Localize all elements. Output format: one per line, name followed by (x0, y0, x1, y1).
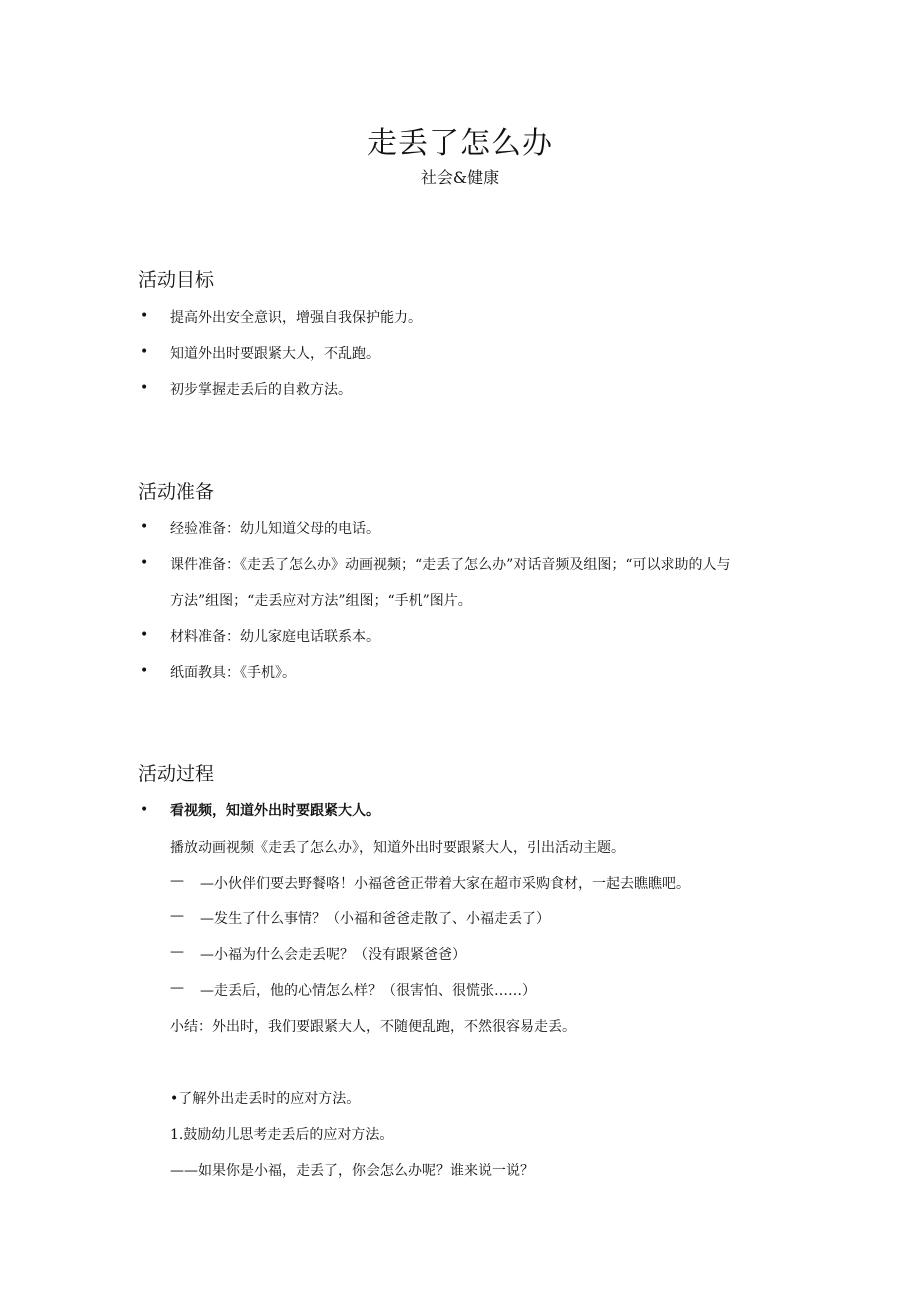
bullet-icon: • (140, 519, 149, 535)
step1-title: 看视频，知道外出时要跟紧大人。 (170, 803, 380, 819)
dialog-line: —小伙伴们要去野餐咯！小福爸爸正带着大家在超市采购食材，一起去瞧瞧吧。 (200, 876, 690, 892)
step1-intro: 播放动画视频《走丢了怎么办》，知道外出时要跟紧大人，引出活动主题。 (170, 840, 625, 856)
dash-icon: — (170, 908, 184, 924)
dash-icon: — (170, 980, 184, 996)
dialog-line: —小福为什么会走丢呢？（没有跟紧爸爸） (200, 947, 466, 963)
prep-item-continued: 方法”组图；“走丢应对方法”组图；“手机”图片。 (170, 593, 472, 609)
step2-subtitle: 1.鼓励幼儿思考走丢后的应对方法。 (170, 1127, 394, 1143)
bullet-icon: • (140, 627, 149, 643)
dialog-line: —发生了什么事情？（小福和爸爸走散了、小福走丢了） (200, 911, 550, 927)
dash-icon: — (170, 873, 184, 889)
bullet-icon: • (140, 802, 149, 818)
bullet-icon: • (140, 555, 149, 571)
summary: 小结：外出时，我们要跟紧大人，不随便乱跑，不然很容易走丢。 (170, 1019, 576, 1035)
step2-title: •了解外出走丢时的应对方法。 (170, 1091, 361, 1107)
bullet-icon: • (140, 380, 149, 396)
dialog-line: —走丢后，他的心情怎么样？（很害怕、很慌张……） (200, 983, 536, 999)
bullet-icon: • (140, 344, 149, 360)
goal-item: 知道外出时要跟紧大人，不乱跑。 (170, 346, 380, 362)
prep-item: 纸面教具：《手机》。 (170, 665, 296, 681)
dash-icon: — (170, 944, 184, 960)
goal-item: 提高外出安全意识，增强自我保护能力。 (170, 310, 422, 326)
section-heading-prep: 活动准备 (138, 481, 215, 503)
prep-item: 课件准备：《走丢了怎么办》动画视频；“走丢了怎么办”对话音频及组图；“可以求助的人与 (170, 557, 731, 573)
prep-item: 经验准备：幼儿知道父母的电话。 (170, 521, 380, 537)
bullet-icon: • (140, 663, 149, 679)
bullet-icon: • (140, 308, 149, 324)
prep-item: 材料准备：幼儿家庭电话联系本。 (170, 629, 380, 645)
section-heading-process: 活动过程 (138, 763, 215, 785)
section-heading-goals: 活动目标 (138, 269, 215, 291)
step2-question: ——如果你是小福，走丢了，你会怎么办呢？谁来说一说？ (170, 1163, 534, 1179)
document-subtitle: 社会&健康 (420, 168, 500, 187)
goal-item: 初步掌握走丢后的自救方法。 (170, 382, 352, 398)
document-title: 走丢了怎么办 (367, 126, 553, 161)
